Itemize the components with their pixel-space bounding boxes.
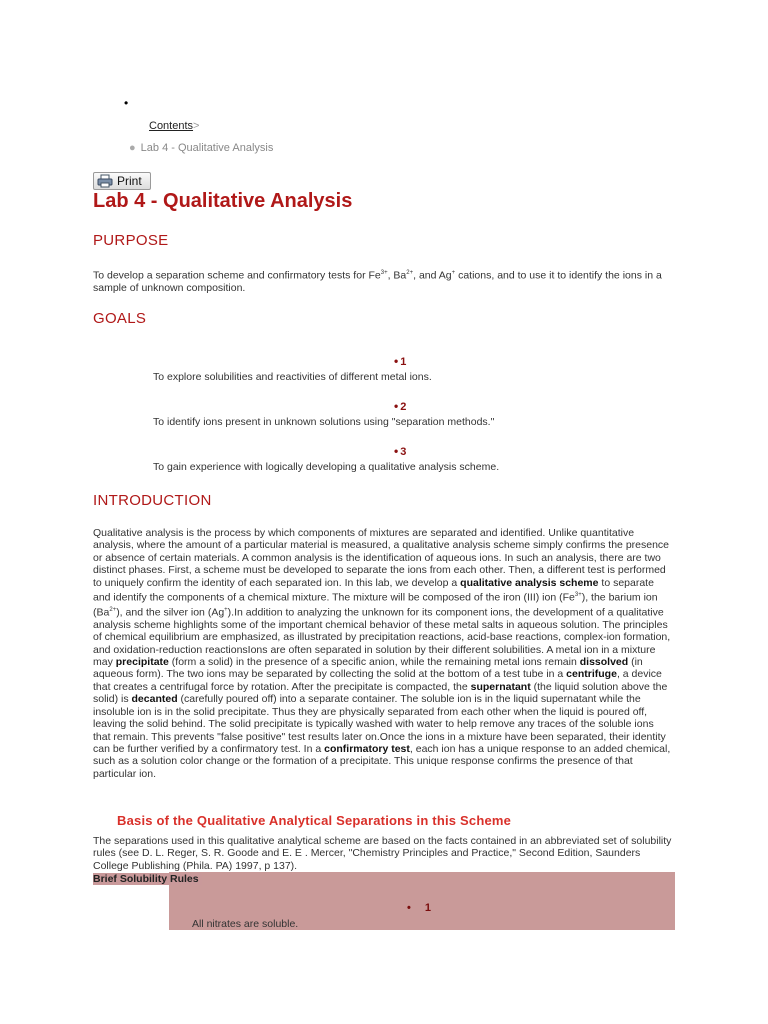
breadcrumb-current (129, 142, 273, 154)
introduction-text (93, 527, 674, 780)
breadcrumb-separator: > (193, 120, 200, 132)
superscript: + (224, 606, 228, 613)
purpose-text (93, 267, 673, 294)
basis-text: The separations used in this qualitative analytical scheme are based on the facts contained in an abbreviated set of solubility rules (see D. L. Reger, S. R. Goode and E. E . Mercer, "Chemistry Principles and Practice," Second Edition, Saunders College Publishing (Phila. PA) 1997, p 137). (93, 835, 672, 872)
bullet-icon: ● (129, 142, 136, 154)
intro-text-part: (the liquid solution above the solid) is (93, 680, 668, 706)
introduction-heading: INTRODUCTION (93, 492, 212, 509)
rule-number (407, 902, 431, 914)
nav-bullet: • (124, 96, 129, 110)
keyword: precipitate (115, 656, 169, 669)
purpose-text-part: To develop a separation scheme and confirmatory tests for Fe (93, 269, 381, 282)
purpose-heading: PURPOSE (93, 232, 169, 249)
bullet-icon: • (394, 444, 399, 458)
keyword: decanted (131, 693, 178, 706)
goal-text: To identify ions present in unknown solutions using "separation methods." (153, 416, 495, 428)
intro-text-part: to separate and identify the components of a chemical mixture. The mixture will be composed of the iron (III) ion (Fe (93, 576, 654, 604)
intro-text-part: (in aqueous form). The two ions may be separated by collecting the solid at the bottom of a test tube in a (93, 656, 643, 681)
page-title: Lab 4 - Qualitative Analysis (93, 190, 353, 212)
superscript: + (451, 270, 456, 276)
purpose-text-part: , Ba (387, 269, 407, 282)
contents-breadcrumb (149, 120, 199, 132)
keyword: qualitative analysis scheme (460, 576, 599, 589)
intro-text-part: ), the barium ion (Ba (93, 591, 658, 619)
bullet-icon: • (394, 354, 399, 368)
keyword: centrifuge (566, 668, 617, 681)
goal-text: To explore solubilities and reactivities of different metal ions. (153, 371, 432, 383)
print-button-label: Print (117, 174, 142, 188)
goal-number (394, 444, 406, 458)
intro-text-part: ).In addition to analyzing the unknown for its component ions, the development of a qualitative analysis scheme highlights some of the important chemical behavior of these metal salts in aqueous solution. The principles of chemical equilibrium are emphasized, as illustrated by precipitation reactions, acid-base reactions, complex-ion formation, and oxidation-reduction reactionsIons are often separated in solution by their different solubilities. A metal ion in a mixture may (93, 606, 671, 669)
contents-link[interactable]: Contents (149, 120, 194, 132)
bullet-icon: • (394, 399, 399, 413)
purpose-text-part: , and Ag (413, 269, 452, 282)
basis-heading: Basis of the Qualitative Analytical Separations in this Scheme (117, 813, 512, 828)
superscript: 3+ (380, 270, 388, 276)
intro-text-part: (carefully poured off) into a separate container. The soluble ion is in the liquid supernatant while the insoluble ion is in the solid precipitate. Thus they are physically separated from each other when the liquid is poured off, leaving the solid behind. The solid precipitate is typically washed with water to help remove any traces of the soluble ions that remain. This prevents "false positive" test results later on.Once the ions in a mixture have been separated, their identity can be further verified by a confirmatory test. In a (93, 693, 666, 755)
rule-text: All nitrates are soluble. (192, 918, 299, 930)
purpose-text-part: cations, and to use it to identify the ions in a sample of unknown composition. (93, 269, 662, 294)
rule-number-label: 1 (424, 902, 431, 914)
print-button[interactable] (93, 172, 151, 190)
goal-number-label: 2 (400, 401, 407, 413)
printer-icon (97, 174, 113, 188)
goal-number-label: 3 (400, 446, 407, 458)
keyword: confirmatory test (324, 742, 410, 755)
superscript: 2+ (109, 606, 117, 613)
solubility-rules-label: Brief Solubility Rules (93, 873, 202, 885)
intro-text-part: , each ion has a unique response to an added chemical, such as a solution color change or the formation of a precipitate. This unique response confirms the presence of that particular ion. (93, 742, 671, 780)
intro-text-part: Qualitative analysis is the process by which components of mixtures are separated and identified. Unlike quantitative analysis, where the amount of a particular material is measured, a qualitative analysis scheme simply confirms the presence or absence of certain materials. A common analysis is the identification of aqueous ions. In such an analysis, there are two distinct phases. First, a scheme must be developed to separate the ions from each other. Then, a different test is performed to uniquely confirm the identity of each separated ion. In this lab, we develop a (93, 527, 670, 589)
goal-text: To gain experience with logically developing a qualitative analysis scheme. (153, 461, 500, 473)
intro-text-part: (form a solid) in the presence of a specific anion, while the remaining metal ions remain (168, 656, 580, 669)
intro-text-part: ), and the silver ion (Ag (116, 606, 225, 619)
superscript: 2+ (406, 270, 414, 276)
goal-number (394, 399, 406, 413)
breadcrumb-current-label: Lab 4 - Qualitative Analysis (140, 142, 274, 154)
bullet-icon: • (407, 902, 411, 914)
superscript: 3+ (574, 592, 582, 599)
keyword: supernatant (470, 680, 531, 693)
keyword: dissolved (579, 656, 629, 669)
goal-number-label: 1 (400, 356, 407, 368)
intro-text-part: , a device that creates a centrifugal force by rotation. After the precipitate is compacted, the (93, 668, 662, 693)
goal-number (394, 354, 406, 368)
goals-heading: GOALS (93, 310, 147, 327)
